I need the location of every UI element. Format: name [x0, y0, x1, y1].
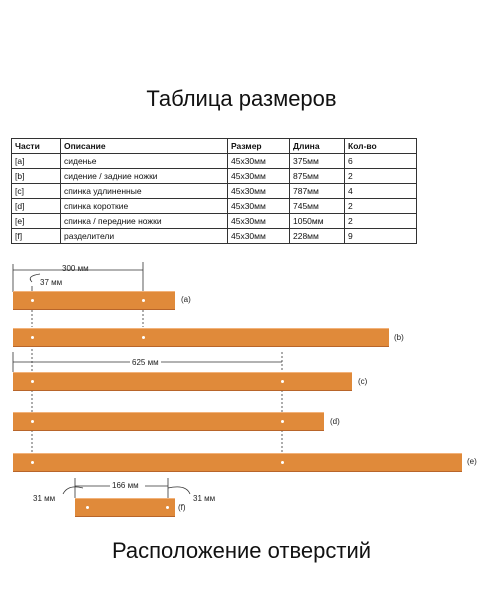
board-c-label: (c) [358, 377, 368, 386]
table-cell: сидение / задние ножки [61, 169, 228, 184]
table-cell: 4 [345, 184, 417, 199]
hole [166, 506, 169, 509]
hole [31, 461, 34, 464]
table-cell: 1050мм [290, 214, 345, 229]
table-cell: 875мм [290, 169, 345, 184]
table-cell: 787мм [290, 184, 345, 199]
header-cell: Кол-во [345, 139, 417, 154]
table-cell: 745мм [290, 199, 345, 214]
table-cell: спинка удлиненные [61, 184, 228, 199]
hole [31, 336, 34, 339]
hole [31, 380, 34, 383]
board-f-label: (f) [178, 503, 186, 512]
board-d-label: (d) [330, 417, 340, 426]
table-title: Таблица размеров [146, 86, 337, 111]
table-cell: 45x30мм [228, 229, 290, 244]
table-cell: 375мм [290, 154, 345, 169]
hole [31, 299, 34, 302]
table-cell: [f] [12, 229, 61, 244]
hole [142, 336, 145, 339]
table-cell: 6 [345, 154, 417, 169]
table-cell: [a] [12, 154, 61, 169]
table-cell: разделители [61, 229, 228, 244]
hole-layout-title: Расположение отверстий [111, 538, 372, 563]
table-cell: 2 [345, 199, 417, 214]
board-e [13, 453, 462, 472]
table-cell: 45x30мм [228, 169, 290, 184]
board-d [13, 412, 324, 431]
table-cell: спинка короткие [61, 199, 228, 214]
table-cell: [c] [12, 184, 61, 199]
dim-625: 625 мм [132, 358, 159, 367]
dim-166: 166 мм [112, 481, 139, 490]
table-cell: 45x30мм [228, 154, 290, 169]
hole [142, 299, 145, 302]
board-b [13, 328, 389, 347]
header-cell: Длина [290, 139, 345, 154]
table-cell: [b] [12, 169, 61, 184]
board-e-label: (e) [467, 457, 477, 466]
hole [281, 461, 284, 464]
header-cell: Части [12, 139, 61, 154]
table-cell: сиденье [61, 154, 228, 169]
table-cell: 2 [345, 169, 417, 184]
header-cell: Описание [61, 139, 228, 154]
table-cell: 228мм [290, 229, 345, 244]
board-b-label: (b) [394, 333, 404, 342]
board-a [13, 291, 175, 310]
table-cell: 2 [345, 214, 417, 229]
board-a-label: (a) [181, 295, 191, 304]
dim-37: 37 мм [40, 278, 63, 287]
table-cell: [e] [12, 214, 61, 229]
table-cell: 45x30мм [228, 214, 290, 229]
dim-31-left: 31 мм [33, 494, 56, 503]
table-cell: 9 [345, 229, 417, 244]
dim-31-right: 31 мм [193, 494, 216, 503]
header-cell: Размер [228, 139, 290, 154]
board-c [13, 372, 352, 391]
table-cell: 45x30мм [228, 184, 290, 199]
table-cell: 45x30мм [228, 199, 290, 214]
hole [281, 380, 284, 383]
table-cell: спинка / передние ножки [61, 214, 228, 229]
hole [31, 420, 34, 423]
hole [86, 506, 89, 509]
dim-300: 300 мм [62, 264, 89, 273]
hole [281, 420, 284, 423]
board-f [75, 498, 175, 517]
table-cell: [d] [12, 199, 61, 214]
